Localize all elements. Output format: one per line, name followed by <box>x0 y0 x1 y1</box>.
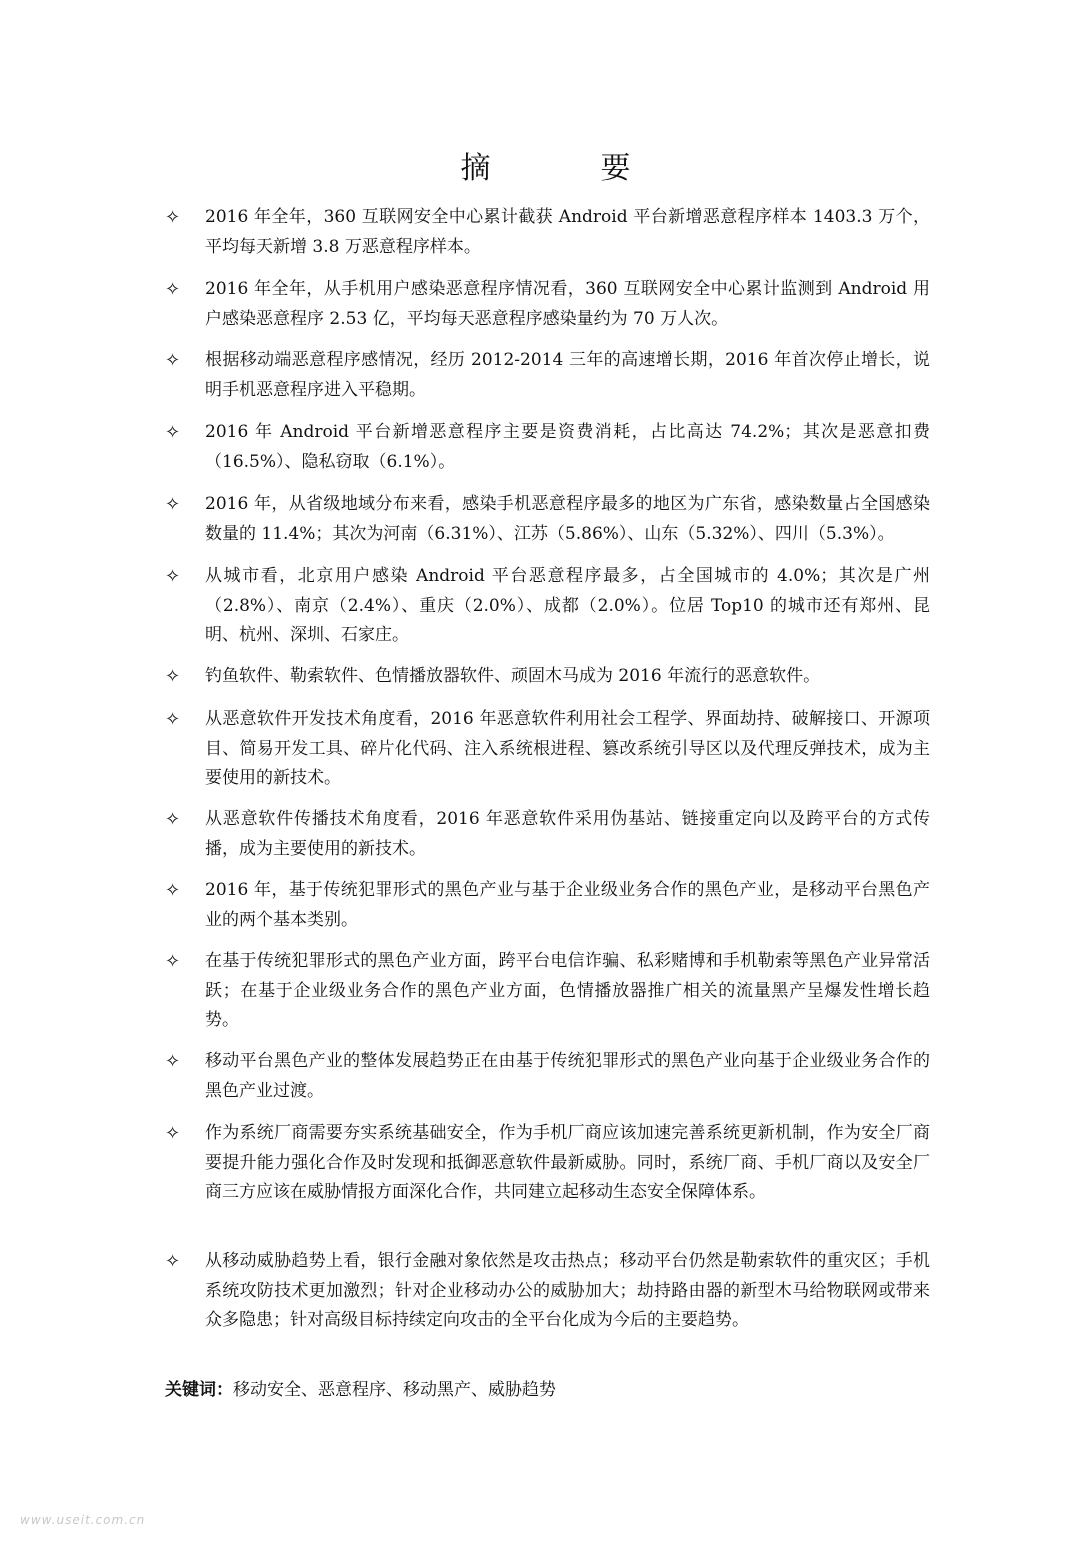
list-item-text: 作为系统厂商需要夯实系统基础安全，作为手机厂商应该加速完善系统更新机制，作为安全厂商要提升能力强化合作及时发现和抵御恶意软件最新威胁。同时，系统厂商、手机厂商以及安全厂商三方应该在威胁情报方面深化合作，共同建立起移动生态安全保障体系。 <box>205 1123 930 1202</box>
keywords-label: 关键词： <box>165 1380 233 1400</box>
bullet-icon: ✧ <box>165 422 181 443</box>
page-title: 摘 要 <box>460 151 671 186</box>
list-item-text: 根据移动端恶意程序感情况，经历 2012-2014 三年的高速增长期，2016 年首次停止增长，说明手机恶意程序进入平稳期。 <box>205 350 930 400</box>
bullet-icon: ✧ <box>165 207 181 228</box>
keywords-value: 移动安全、恶意程序、移动黑产、威胁趋势 <box>233 1380 556 1400</box>
bullet-icon: ✧ <box>165 494 181 515</box>
list-item-text: 从移动威胁趋势上看，银行金融对象依然是攻击热点；移动平台仍然是勒索软件的重灾区；手机系统攻防技术更加激烈；针对企业移动办公的威胁加大；劫持路由器的新型木马给物联网或带来众多隐患；针对高级目标持续定向攻击的全平台化成为今后的主要趋势。 <box>205 1251 930 1330</box>
keywords-line <box>165 1376 556 1405</box>
list-item-text: 2016 年，从省级地域分布来看，感染手机恶意程序最多的地区为广东省，感染数量占全国感染数量的 11.4%；其次为河南（6.31%）、江苏（5.86%）、山东（5.32%）、四川（5.3%）。 <box>205 494 930 544</box>
list-item-text: 2016 年 Android 平台新增恶意程序主要是资费消耗，占比高达 74.2%；其次是恶意扣费（16.5%）、隐私窃取（6.1%）。 <box>205 422 930 472</box>
bullet-icon: ✧ <box>165 951 181 972</box>
list-item-text: 2016 年，基于传统犯罪形式的黑色产业与基于企业级业务合作的黑色产业，是移动平台黑色产业的两个基本类别。 <box>205 880 930 930</box>
list-item-text: 从城市看，北京用户感染 Android 平台恶意程序最多，占全国城市的 4.0%；其次是广州（2.8%）、南京（2.4%）、重庆（2.0%）、成都（2.0%）。位居 Top10 的城市还有郑州、昆明、杭州、深圳、石家庄。 <box>205 566 930 645</box>
list-item-text: 在基于传统犯罪形式的黑色产业方面，跨平台电信诈骗、私彩赌博和手机勒索等黑色产业异常活跃；在基于企业级业务合作的黑色产业方面，色情播放器推广相关的流量黑产呈爆发性增长趋势。 <box>205 951 930 1030</box>
list-item-text: 移动平台黑色产业的整体发展趋势正在由基于传统犯罪形式的黑色产业向基于企业级业务合作的黑色产业过渡。 <box>205 1051 930 1101</box>
list-item-text: 2016 年全年，从手机用户感染恶意程序情况看，360 互联网安全中心累计监测到 Android 用户感染恶意程序 2.53 亿，平均每天恶意程序感染量约为 70 万人次。 <box>205 279 930 329</box>
list-item-text: 从恶意软件开发技术角度看，2016 年恶意软件利用社会工程学、界面劫持、破解接口、开源项目、简易开发工具、碎片化代码、注入系统根进程、篡改系统引导区以及代理反弹技术，成为主要使用的新技术。 <box>205 709 930 788</box>
bullet-icon: ✧ <box>165 1051 181 1072</box>
bullet-icon: ✧ <box>165 666 181 687</box>
bullet-icon: ✧ <box>165 880 181 901</box>
bullet-icon: ✧ <box>165 1123 181 1144</box>
bullet-icon: ✧ <box>165 279 181 300</box>
watermark: www.useit.com.cn <box>20 1513 146 1527</box>
list-item-text: 2016 年全年，360 互联网安全中心累计截获 Android 平台新增恶意程序样本 1403.3 万个，平均每天新增 3.8 万恶意程序样本。 <box>205 207 930 257</box>
bullet-icon: ✧ <box>165 350 181 371</box>
bullet-icon: ✧ <box>165 809 181 830</box>
bullet-icon: ✧ <box>165 566 181 587</box>
bullet-icon: ✧ <box>165 709 181 730</box>
bullet-icon: ✧ <box>165 1251 181 1272</box>
list-item-text: 钓鱼软件、勒索软件、色情播放器软件、顽固木马成为 2016 年流行的恶意软件。 <box>205 666 821 686</box>
list-item-text: 从恶意软件传播技术角度看，2016 年恶意软件采用伪基站、链接重定向以及跨平台的方式传播，成为主要使用的新技术。 <box>205 809 930 859</box>
